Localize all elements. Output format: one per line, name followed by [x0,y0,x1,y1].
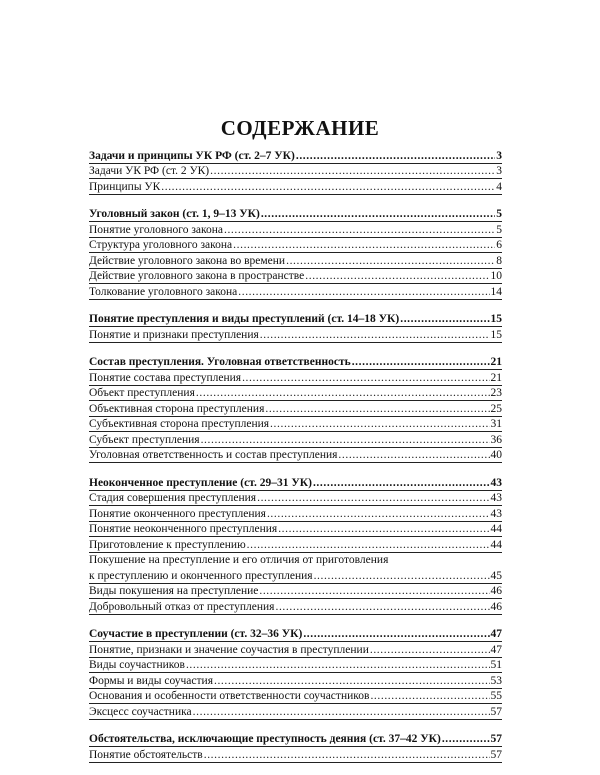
toc-entry[interactable] [89,386,502,402]
toc-entry[interactable] [89,370,502,386]
toc-page-number: 8 [496,254,502,267]
dot-leader [275,600,489,614]
toc-entry[interactable] [89,584,502,600]
toc-entry[interactable] [89,164,502,180]
toc-section [89,207,502,300]
toc-entry-label: Задачи УК РФ (ст. 2 УК) [89,165,210,177]
toc-page-number: 3 [496,149,502,162]
toc-page-number: 6 [496,239,502,251]
toc-entry-label: Виды покушения на преступление [89,585,259,597]
toc-entry-label: к преступлению и оконченного преступления [89,569,313,582]
toc-entry[interactable] [89,599,502,615]
toc-entry-label: Виды соучастников [89,659,185,671]
dot-leader [305,269,489,283]
toc-page-number: 57 [490,748,502,761]
toc-page-number: 4 [496,180,502,193]
toc-entry[interactable] [89,238,502,254]
toc-entry-label: Уголовная ответственность и состав преступления [89,449,338,461]
toc-entry-label: Приготовление к преступлению [89,538,246,551]
toc-entry[interactable] [89,222,502,238]
toc-entry-label: Понятие оконченного преступления [89,507,266,520]
toc-page-number: 53 [490,674,502,687]
toc-entry-label: Понятие и признаки преступления [89,328,259,341]
toc-page-number: 15 [490,328,502,341]
toc-page-number: 47 [490,643,502,656]
toc-entry[interactable] [89,491,502,507]
toc-entry-label: Понятие неоконченного преступления [89,523,278,535]
toc-entry[interactable] [89,747,502,763]
dot-leader [161,180,495,194]
dot-leader [400,312,489,326]
toc-entry-label: Действие уголовного закона в пространстве [89,270,305,282]
toc-entry[interactable] [89,506,502,522]
toc-page-number: 44 [490,538,502,551]
toc-section [89,355,502,464]
dot-leader [214,674,490,688]
toc-page-number: 57 [490,733,502,745]
toc-entry-label: Эксцесс соучастника [89,705,192,718]
dot-leader [303,627,489,641]
toc-page-number: 23 [490,387,502,399]
toc-entry[interactable] [89,179,502,195]
dot-leader [196,386,490,400]
dot-leader [370,643,490,657]
dot-leader [186,658,490,672]
toc-entry[interactable] [89,327,502,343]
dot-leader [247,538,490,552]
toc-entry[interactable] [89,689,502,705]
dot-leader [286,254,495,268]
toc-page-number: 36 [490,433,502,446]
toc-entry-label: Основания и особенности ответственности соучастников [89,690,370,702]
toc-section-heading[interactable] [89,148,502,164]
toc-section [89,627,502,720]
toc-heading-label: Состав преступления. Уголовная ответственность [89,356,351,368]
toc-entry-label: Стадия совершения преступления [89,492,257,504]
dot-leader [265,402,489,416]
toc-page-number: 5 [496,223,502,236]
toc-heading-label: Неоконченное преступление (ст. 29–31 УК) [89,476,312,489]
dot-leader [296,149,495,163]
dot-leader [210,164,495,178]
dot-leader [233,238,495,252]
dot-leader [313,476,490,490]
toc-page-number: 51 [490,659,502,671]
toc-page-number: 43 [490,476,502,489]
toc-entry-label: Добровольный отказ от преступления [89,600,275,613]
toc-entry[interactable] [89,673,502,689]
toc-entry[interactable] [89,284,502,300]
toc-heading-label: Соучастие в преступлении (ст. 32–36 УК) [89,628,303,640]
toc-page-number: 14 [490,285,502,298]
toc-page-number: 15 [490,313,502,325]
dot-leader [193,705,490,719]
toc-entry-label: Принципы УК [89,180,161,193]
toc-entry-label: Покушение на преступление и его отличия от приготовления [89,554,389,566]
toc-entry-label: Объективная сторона преступления [89,402,265,415]
toc-page-number: 5 [496,208,502,220]
toc-page-number: 31 [490,418,502,430]
toc-page-number: 46 [490,585,502,597]
table-of-contents [89,148,502,775]
dot-leader [201,433,490,447]
toc-section-heading[interactable] [89,732,502,748]
dot-leader [314,569,490,583]
toc-page-number: 44 [490,523,502,535]
toc-section [89,148,502,195]
toc-entry[interactable] [89,642,502,658]
toc-page-number: 25 [490,402,502,415]
dot-leader [270,417,489,431]
toc-entry[interactable] [89,704,502,720]
dot-leader [259,584,489,598]
toc-entry[interactable] [89,568,502,584]
dot-leader [257,491,489,505]
dot-leader [352,355,490,369]
dot-leader [267,507,490,521]
toc-entry[interactable] [89,269,502,285]
toc-entry-label: Действие уголовного закона во времени [89,254,286,267]
toc-page-number: 55 [490,690,502,702]
toc-entry[interactable] [89,658,502,674]
toc-page-number: 43 [490,492,502,504]
dot-leader [238,285,489,299]
toc-page-number: 10 [490,270,502,282]
toc-entry[interactable] [89,553,502,569]
toc-page-number: 43 [490,507,502,520]
toc-page-number: 45 [490,569,502,582]
toc-section-heading[interactable] [89,475,502,491]
toc-page-number: 57 [490,705,502,718]
toc-heading-label: Уголовный закон (ст. 1, 9–13 УК) [89,208,260,220]
toc-section [89,732,502,763]
toc-section [89,312,502,343]
dot-leader [261,207,495,221]
toc-page-number: 40 [490,449,502,461]
toc-page-number: 3 [496,165,502,177]
toc-entry[interactable] [89,448,502,464]
toc-page-number: 21 [490,371,502,384]
toc-page-number: 47 [490,628,502,640]
toc-entry[interactable] [89,417,502,433]
toc-entry-label: Структура уголовного закона [89,239,233,251]
toc-entry-label: Понятие обстоятельств [89,748,203,761]
toc-section-heading[interactable] [89,312,502,328]
dot-leader [338,448,489,462]
toc-section-heading[interactable] [89,355,502,371]
toc-entry-label: Понятие, признаки и значение соучастия в преступлении [89,643,369,656]
dot-leader [224,223,495,237]
toc-heading-label: Задачи и принципы УК РФ (ст. 2–7 УК) [89,149,295,162]
toc-entry[interactable] [89,522,502,538]
toc-entry[interactable] [89,537,502,553]
toc-entry[interactable] [89,253,502,269]
toc-heading-label: Понятие преступления и виды преступлений (ст. 14–18 УК) [89,313,400,325]
dot-leader [242,371,489,385]
toc-section-heading[interactable] [89,207,502,223]
toc-entry-label: Формы и виды соучастия [89,674,213,687]
dot-leader [370,689,489,703]
toc-entry-label: Толкование уголовного закона [89,285,238,298]
dot-leader [260,328,490,342]
toc-entry[interactable] [89,432,502,448]
toc-entry-label: Понятие состава преступления [89,371,242,384]
toc-entry-label: Понятие уголовного закона [89,223,223,236]
dot-leader [278,522,489,536]
toc-entry[interactable] [89,401,502,417]
dot-leader [442,732,490,746]
toc-section [89,475,502,615]
toc-page-number: 46 [490,600,502,613]
toc-heading-label: Обстоятельства, исключающие преступность деяния (ст. 37–42 УК) [89,733,441,745]
page-title: СОДЕРЖАНИЕ [220,116,380,140]
toc-page-number: 21 [490,356,502,368]
toc-entry-label: Объект преступления [89,387,195,399]
toc-entry-label: Субъективная сторона преступления [89,418,270,430]
toc-entry-label: Субъект преступления [89,433,200,446]
toc-section-heading[interactable] [89,627,502,643]
